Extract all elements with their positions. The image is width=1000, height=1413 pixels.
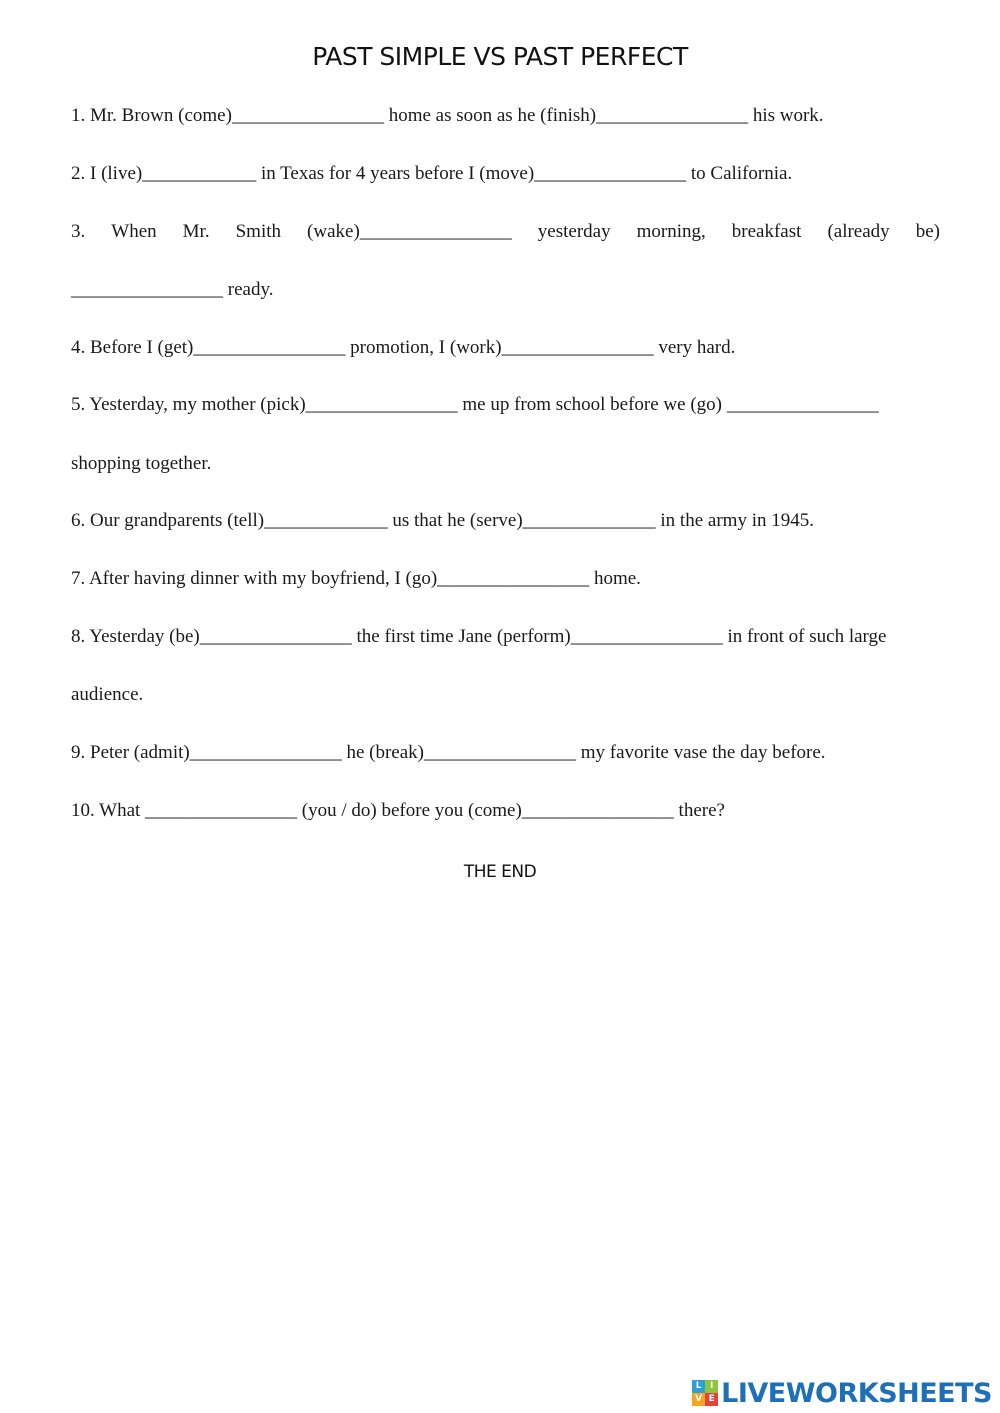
page-title: PAST SIMPLE VS PAST PERFECT bbox=[312, 42, 688, 71]
question-7: 7. After having dinner with my boyfriend, I (go)________________ home. bbox=[71, 568, 641, 589]
question-5-line-1: 5. Yesterday, my mother (pick)________________ me up from school before we (go) ________________ bbox=[71, 394, 879, 415]
question-5-line-2: shopping together. bbox=[71, 453, 212, 474]
q3-word: be) bbox=[915, 221, 940, 242]
liveworksheets-logo bbox=[692, 1378, 992, 1408]
question-1: 1. Mr. Brown (come)________________ home as soon as he (finish)________________ his work. bbox=[71, 105, 824, 126]
q3-word: Smith bbox=[235, 221, 282, 242]
question-2: 2. I (live)____________ in Texas for 4 years before I (move)________________ to California. bbox=[71, 163, 793, 184]
logo-letter: L bbox=[692, 1380, 705, 1393]
question-3-line-2: ________________ ready. bbox=[71, 279, 274, 300]
question-4: 4. Before I (get)________________ promotion, I (work)________________ very hard. bbox=[71, 337, 736, 358]
question-8-line-2: audience. bbox=[71, 684, 144, 705]
q3-word: 3. bbox=[71, 221, 86, 242]
question-3-line-1 bbox=[71, 220, 940, 244]
q3-word: morning, bbox=[636, 221, 706, 242]
question-9: 9. Peter (admit)________________ he (break)________________ my favorite vase the day before. bbox=[71, 742, 826, 763]
question-8-line-1: 8. Yesterday (be)________________ the first time Jane (perform)________________ in front of such large bbox=[71, 626, 887, 647]
q3-word: When bbox=[111, 221, 157, 242]
logo-letter: I bbox=[705, 1380, 718, 1393]
q3-word: (already bbox=[827, 221, 890, 242]
q3-word: (wake)________________ bbox=[307, 221, 512, 242]
brand-name: LIVEWORKSHEETS bbox=[721, 1377, 992, 1409]
logo-letter: V bbox=[692, 1393, 705, 1406]
question-10: 10. What ________________ (you / do) before you (come)________________ there? bbox=[71, 800, 725, 821]
end-label: THE END bbox=[463, 862, 537, 882]
logo-letter: E bbox=[705, 1393, 718, 1406]
q3-word: yesterday bbox=[537, 221, 611, 242]
liveworksheets-icon bbox=[692, 1380, 718, 1406]
q3-word: Mr. bbox=[182, 221, 210, 242]
q3-word: breakfast bbox=[731, 221, 802, 242]
question-6: 6. Our grandparents (tell)_____________ us that he (serve)______________ in the army in 1945. bbox=[71, 510, 814, 531]
